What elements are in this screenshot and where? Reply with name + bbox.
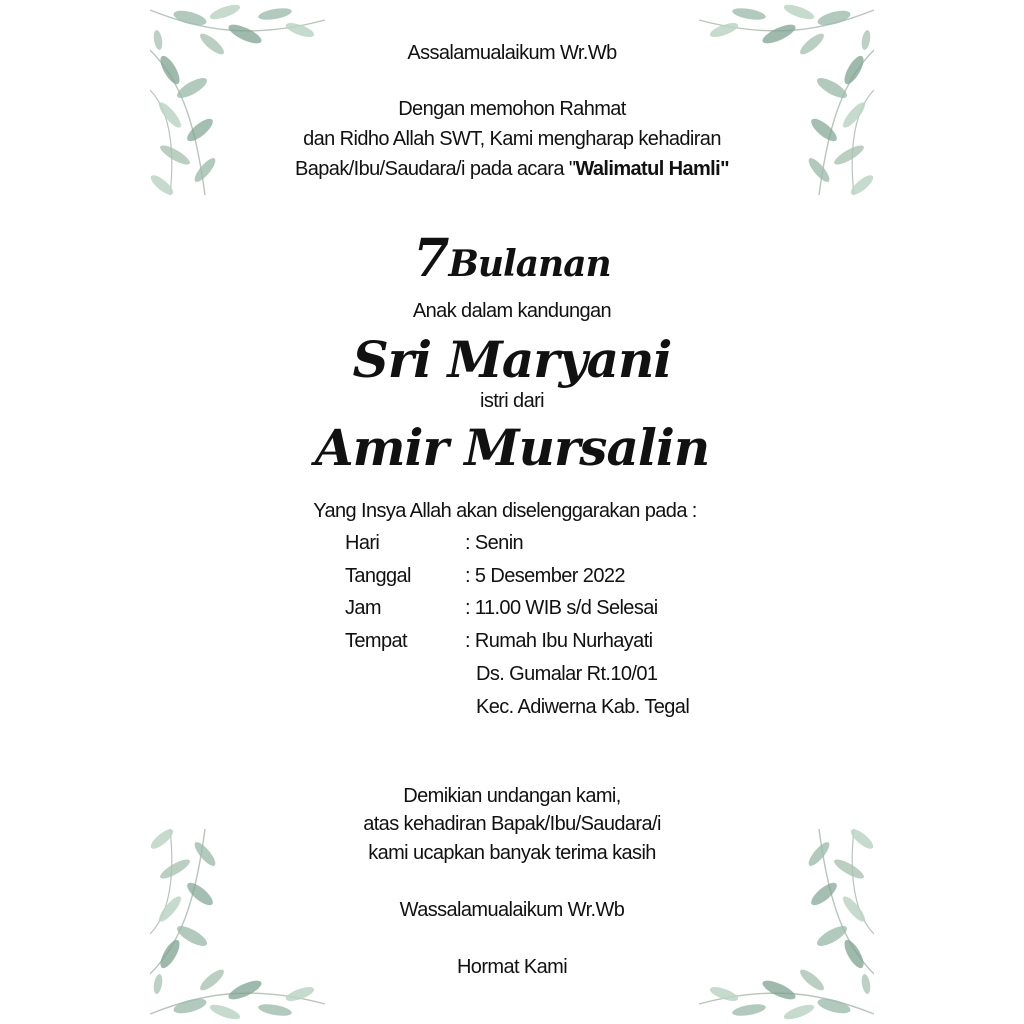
farewell: Wassalamualaikum Wr.Wb bbox=[399, 899, 625, 921]
intro-line-3 bbox=[150, 158, 874, 181]
event-name: Walimatul Hamli" bbox=[575, 158, 729, 180]
greeting: Assalamualaikum Wr.Wb bbox=[407, 42, 617, 64]
mother-name: Sri Maryani bbox=[352, 330, 672, 389]
father-name: Amir Mursalin bbox=[314, 418, 710, 477]
detail-label: Hari bbox=[345, 532, 380, 554]
child-label: Anak dalam kandungan bbox=[412, 300, 612, 322]
detail-value: : 11.00 WIB s/d Selesai bbox=[465, 597, 658, 619]
detail-value: : 5 Desember 2022 bbox=[465, 565, 625, 587]
occasion-number: 7 bbox=[413, 228, 449, 289]
detail-label: Tempat bbox=[345, 630, 407, 652]
detail-value: : Rumah Ibu Nurhayati bbox=[465, 630, 653, 652]
closing-line-3: kami ucapkan banyak terima kasih bbox=[368, 842, 656, 864]
signature-label: Hormat Kami bbox=[456, 956, 568, 978]
intro-line-3-prefix: Bapak/Ibu/Saudara/i pada acara " bbox=[295, 158, 576, 180]
occasion-heading bbox=[150, 228, 874, 292]
closing-line-1: Demikian undangan kami, bbox=[403, 785, 621, 807]
detail-label: Jam bbox=[345, 597, 381, 619]
detail-value: Ds. Gumalar Rt.10/01 bbox=[476, 663, 658, 685]
schedule-intro: Yang Insya Allah akan diselenggarakan pada : bbox=[313, 500, 697, 522]
detail-value: Kec. Adiwerna Kab. Tegal bbox=[476, 696, 690, 718]
detail-value: : Senin bbox=[465, 532, 524, 554]
closing-line-2: atas kehadiran Bapak/Ibu/Saudara/i bbox=[363, 813, 661, 835]
intro-line-1: Dengan memohon Rahmat bbox=[398, 98, 626, 120]
occasion-word: Bulanan bbox=[448, 243, 611, 285]
detail-label: Tanggal bbox=[345, 565, 411, 587]
wife-of-label: istri dari bbox=[479, 390, 544, 412]
invitation-card bbox=[150, 0, 874, 1024]
intro-line-2: dan Ridho Allah SWT, Kami mengharap kehadiran bbox=[303, 128, 721, 150]
